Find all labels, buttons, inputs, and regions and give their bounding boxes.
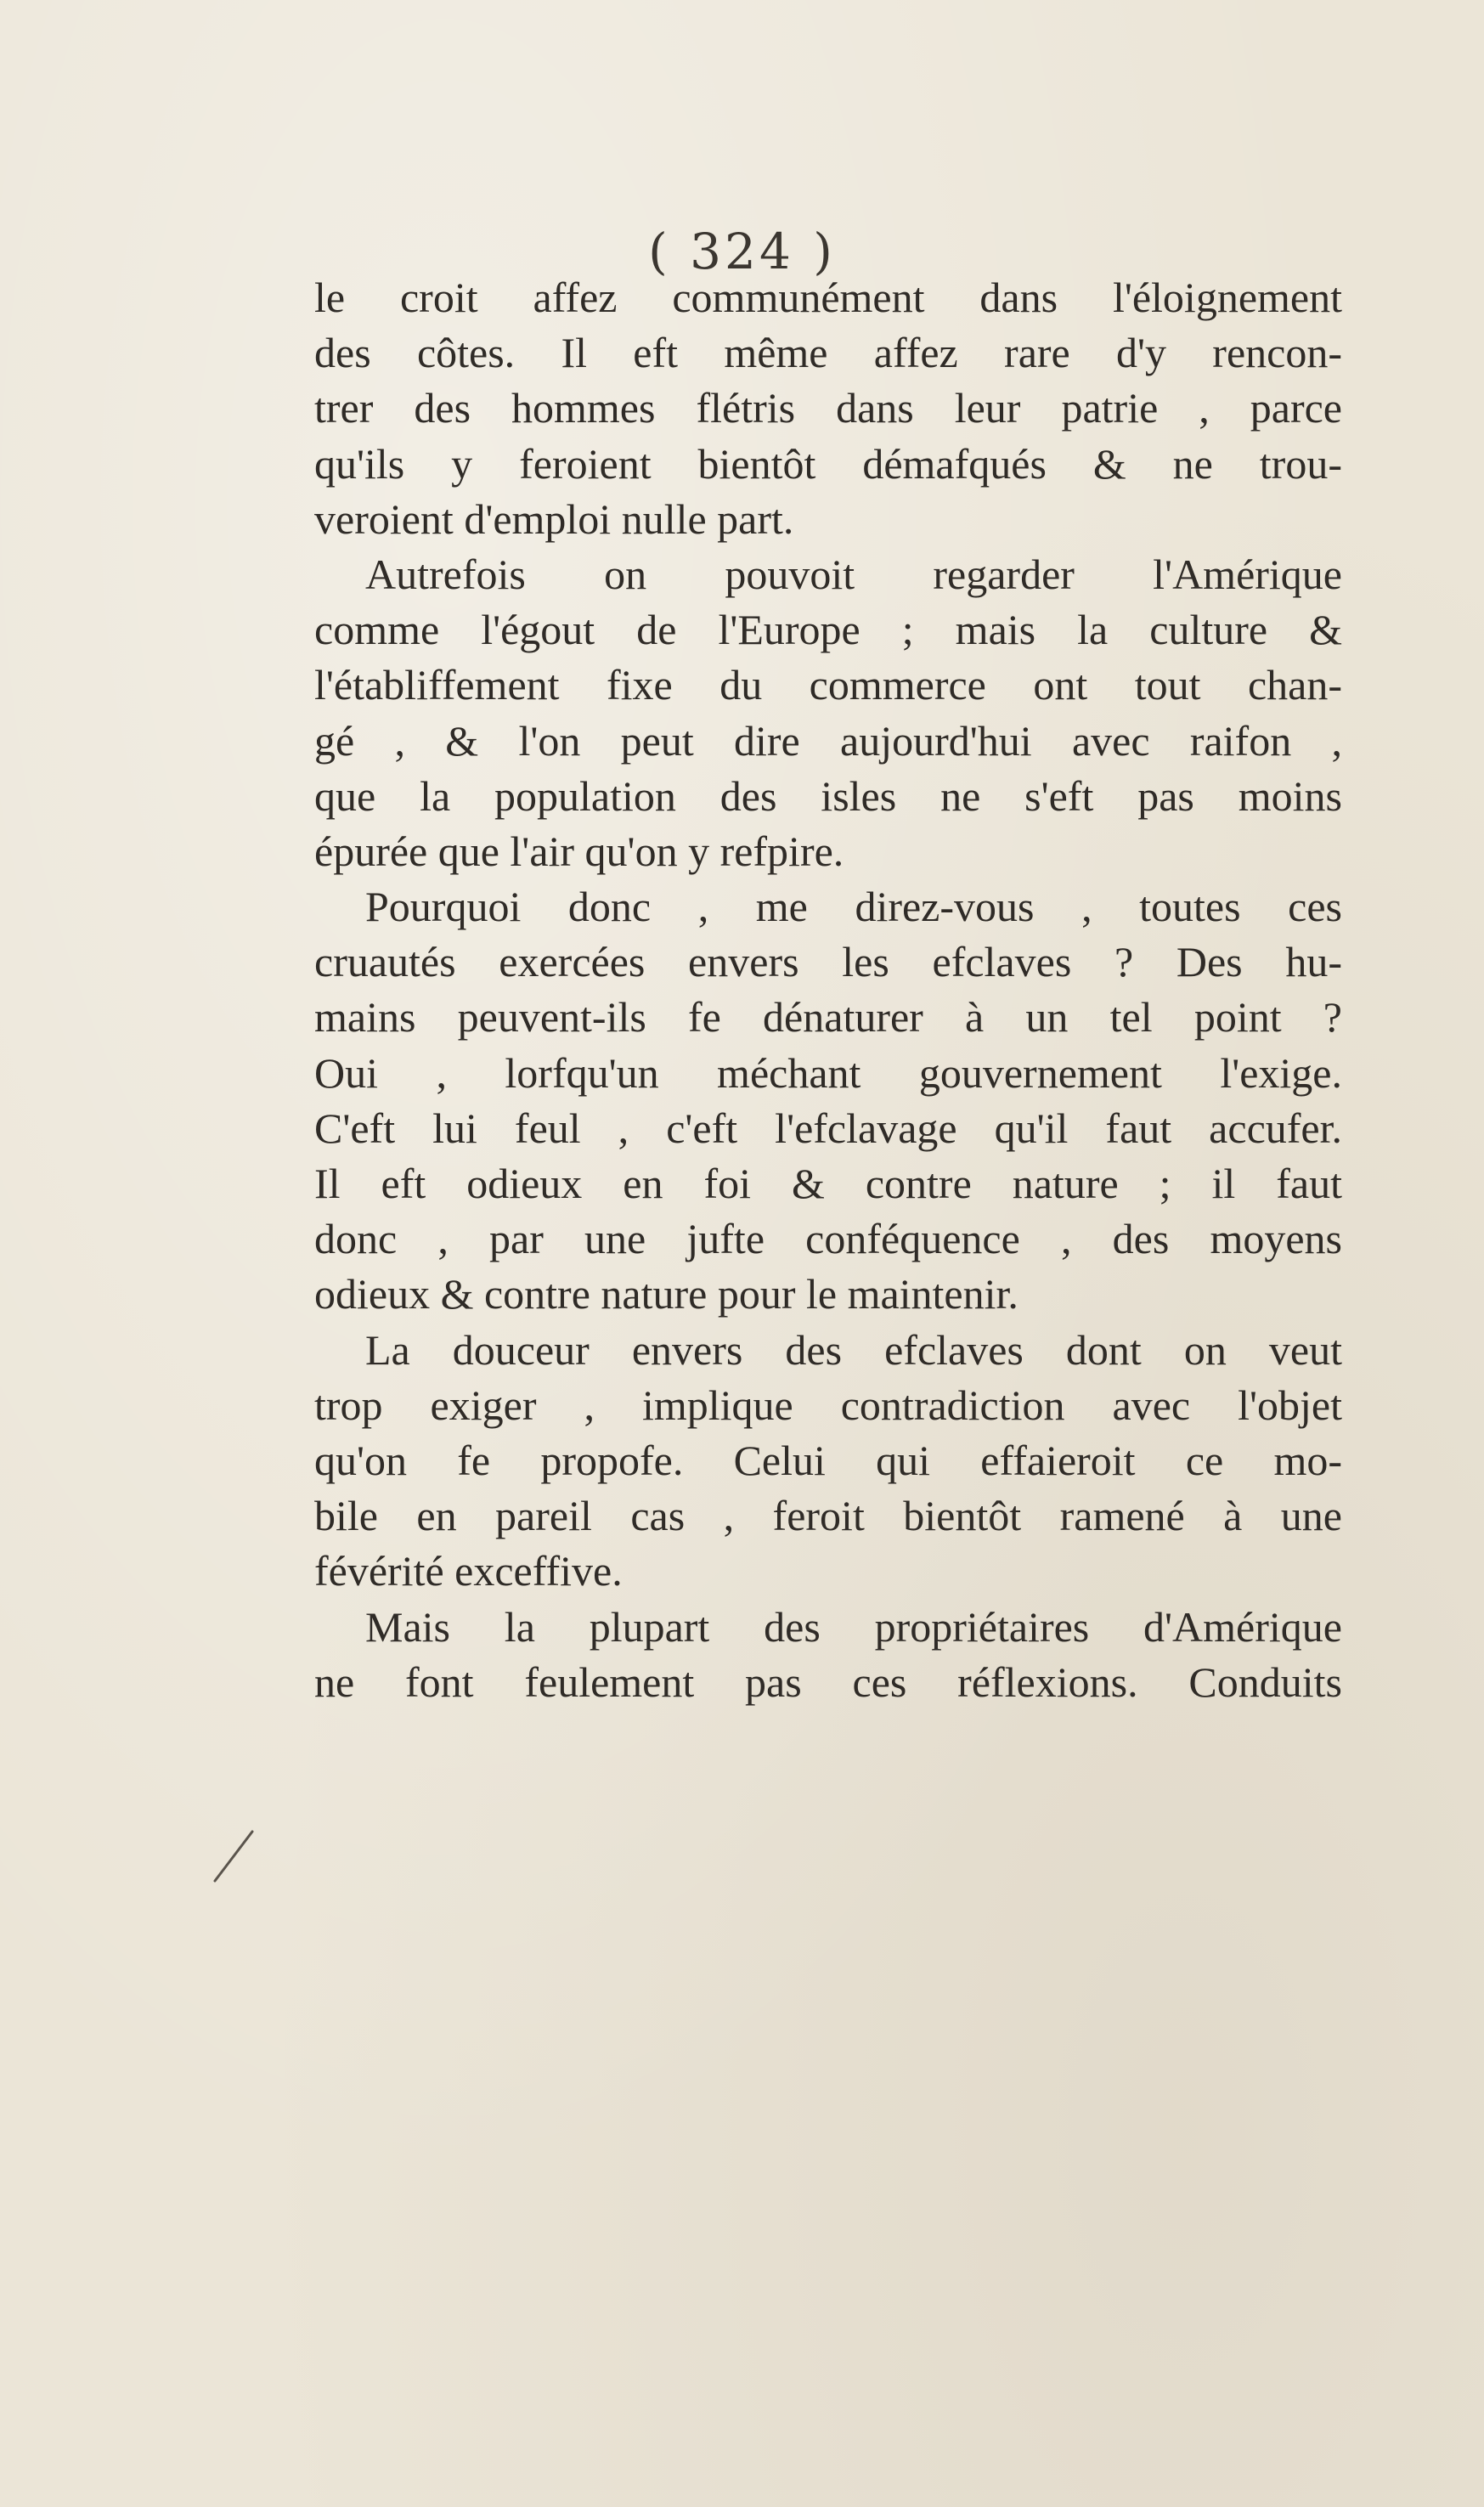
body-text — [314, 270, 1342, 1710]
text-line: Il eft odieux en foi & contre nature ; il faut — [314, 1160, 1342, 1207]
text-line: odieux & contre nature pour le maintenir. — [314, 1270, 1018, 1318]
text-line: bile en pareil cas , feroit bientôt ramené à une — [314, 1492, 1342, 1540]
text-line: C'eft lui feul , c'eft l'efclavage qu'il faut accufer. — [314, 1104, 1342, 1152]
text-line: qu'ils y feroient bientôt démafqués & ne trou- — [314, 439, 1342, 488]
text-line: Mais la plupart des propriétaires d'Amérique — [365, 1602, 1342, 1651]
text-line: trer des hommes flétris dans leur patrie , parce — [314, 384, 1342, 432]
text-line: veroient d'emploi nulle part. — [314, 494, 794, 543]
text-line: des côtes. Il eft même affez rare d'y rencon- — [314, 329, 1342, 377]
text-line: épurée que l'air qu'on y refpire. — [314, 827, 844, 875]
text-line: Autrefois on pouvoit regarder l'Amérique — [365, 550, 1342, 598]
text-line: le croit affez communément dans l'éloignement — [314, 274, 1342, 321]
text-line: cruautés exercées envers les efclaves ? Des hu- — [314, 938, 1342, 986]
text-line: comme l'égout de l'Europe ; mais la culture & — [314, 606, 1342, 654]
text-line: La douceur envers des efclaves dont on veut — [365, 1325, 1342, 1374]
text-line: que la population des isles ne s'eft pas moins — [314, 771, 1342, 820]
pencil-slash-mark — [208, 1827, 259, 1886]
text-line: Oui , lorfqu'un méchant gouvernement l'exige. — [314, 1048, 1342, 1097]
text-line: févérité exceffive. — [314, 1547, 623, 1595]
page-number: ( 324 ) — [648, 223, 836, 280]
text-line: gé , & l'on peut dire aujourd'hui avec raifon , — [314, 716, 1342, 765]
text-line: ne font feulement pas ces réflexions. Conduits — [314, 1657, 1342, 1706]
text-line: l'établiffement fixe du commerce ont tout chan- — [314, 661, 1342, 709]
text-line: Pourquoi donc , me direz-vous , toutes ces — [365, 883, 1342, 931]
text-line: donc , par une jufte conféquence , des moyens — [314, 1215, 1342, 1263]
text-line: qu'on fe propofe. Celui qui effaieroit ce mo- — [314, 1436, 1342, 1484]
text-line: trop exiger , implique contradiction avec l'objet — [314, 1381, 1342, 1429]
text-line: mains peuvent-ils fe dénaturer à un tel point ? — [314, 993, 1342, 1042]
